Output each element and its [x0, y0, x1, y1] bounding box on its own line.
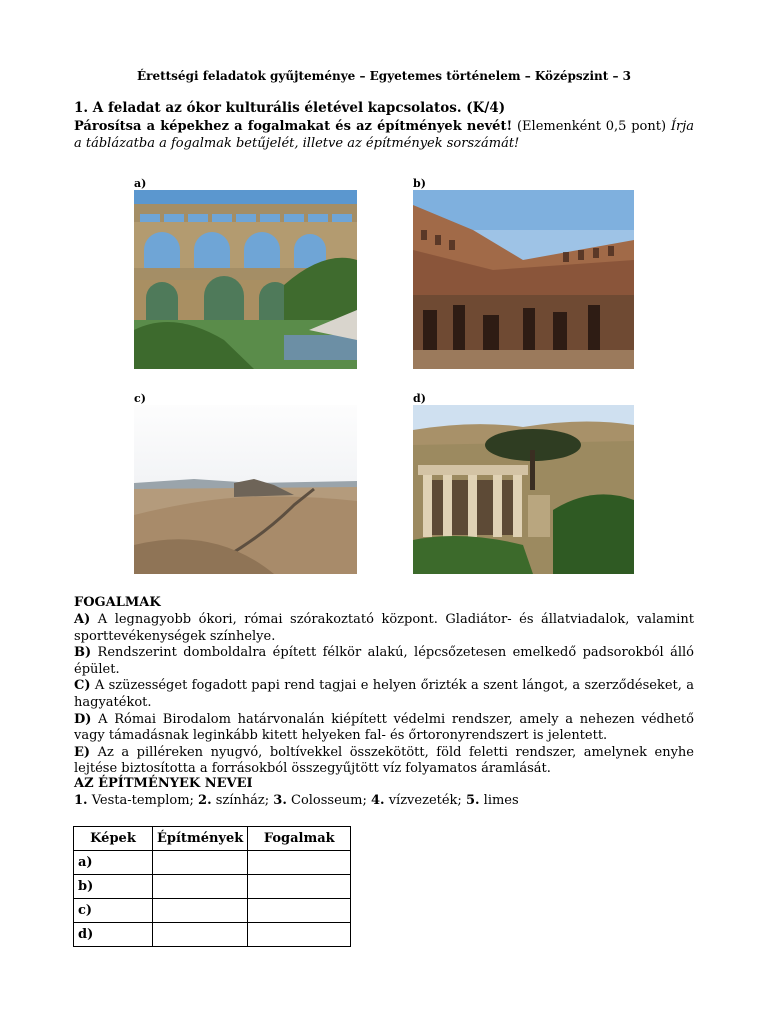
image-label-c: c): [134, 392, 146, 405]
answer-cell-concept[interactable]: [248, 875, 351, 899]
concept-text: A szüzességet fogadott papi rend tagjai e helyen őrizték a szent lángot, a szerződéseket, a hagyatékot.: [74, 678, 694, 710]
row-label: a): [74, 851, 153, 875]
image-label-a: a): [134, 177, 147, 190]
concept-text: A Római Birodalom határvonalán kiépített védelmi rendszer, amely a nehezen védhető vagy támadásnak leginkább kitett helyeken fal- és őrtoronyrendszert is jelentett.: [74, 711, 694, 744]
concepts-list: [74, 612, 694, 778]
answer-cell-building[interactable]: [153, 851, 248, 875]
instruction-italic: Írja a táblázatba a fogalmak betűjelét, illetve az építmények sorszámát!: [74, 119, 694, 151]
concept-key: C): [74, 678, 91, 694]
answer-cell-concept[interactable]: [248, 923, 351, 947]
concept-key: D): [74, 711, 92, 727]
concept-text: Rendszerint domboldalra épített félkör alakú, lépcsőzetesen emelkedő padsorokból álló épület.: [74, 645, 694, 677]
building-name: színház;: [211, 793, 274, 808]
answer-cell-building[interactable]: [153, 923, 248, 947]
building-num: 2.: [198, 793, 212, 808]
answer-cell-building[interactable]: [153, 875, 248, 899]
image-label-b: b): [413, 177, 426, 190]
header-kepek: Képek: [74, 827, 153, 851]
answer-cell-concept[interactable]: [248, 899, 351, 923]
table-row: [74, 875, 351, 899]
table-header-row: [74, 827, 351, 851]
building-num: 1.: [74, 793, 88, 808]
page-header: Érettségi feladatok gyűjteménye – Egyetemes történelem – Középszint – 3: [136, 69, 632, 83]
row-label: b): [74, 875, 153, 899]
limes-wall-photo: [134, 405, 357, 574]
building-name: Colosseum;: [286, 793, 371, 808]
building-num: 5.: [465, 793, 480, 808]
buildings-list: [74, 793, 519, 808]
image-label-d: d): [413, 392, 426, 405]
header-epitmenyek: Építmények: [153, 827, 248, 851]
aqueduct-photo: [134, 190, 357, 369]
building-num: 3.: [273, 793, 287, 808]
header-fogalmak: Fogalmak: [248, 827, 351, 851]
answer-cell-concept[interactable]: [248, 851, 351, 875]
answer-cell-building[interactable]: [153, 899, 248, 923]
table-row: [74, 923, 351, 947]
task-title: 1. A feladat az ókor kulturális életével kapcsolatos. (K/4): [74, 100, 506, 116]
concept-e: [74, 745, 694, 778]
vesta-temple-photo: [413, 405, 634, 574]
concept-c: [74, 678, 694, 711]
concept-b: [74, 645, 694, 678]
instruction-bold: Párosítsa a képekhez a fogalmakat és az építmények nevét!: [74, 119, 513, 134]
building-name: limes: [479, 793, 519, 808]
concept-key: A): [74, 612, 91, 627]
task-instruction: [74, 118, 694, 152]
concept-key: B): [74, 645, 92, 661]
concepts-title: FOGALMAK: [74, 595, 161, 610]
building-name: vízvezeték;: [384, 793, 466, 808]
table-row: [74, 899, 351, 923]
instruction-points: (Elemenként 0,5 pont): [512, 119, 671, 134]
concept-text: Az a pilléreken nyugvó, boltívekkel összekötött, föld feletti rendszer, amelynek enyhe lejtése biztosította a forrásokból összegyűjtött víz folyamatos áramlását.: [74, 744, 694, 777]
table-row: [74, 851, 351, 875]
row-label: d): [74, 923, 153, 947]
building-num: 4.: [371, 793, 385, 808]
concept-a: [74, 612, 694, 645]
colosseum-photo: [413, 190, 634, 369]
building-name: Vesta-templom;: [87, 793, 199, 808]
row-label: c): [74, 899, 153, 923]
concept-d: [74, 712, 694, 745]
buildings-title: AZ ÉPÍTMÉNYEK NEVEI: [74, 776, 253, 791]
concept-text: A legnagyobb ókori, római szórakoztató központ. Gladiátor- és állatviadalok, valamint sporttevékenységek színhelye.: [74, 612, 694, 644]
answer-table: [73, 826, 351, 947]
concept-key: E): [74, 744, 91, 760]
